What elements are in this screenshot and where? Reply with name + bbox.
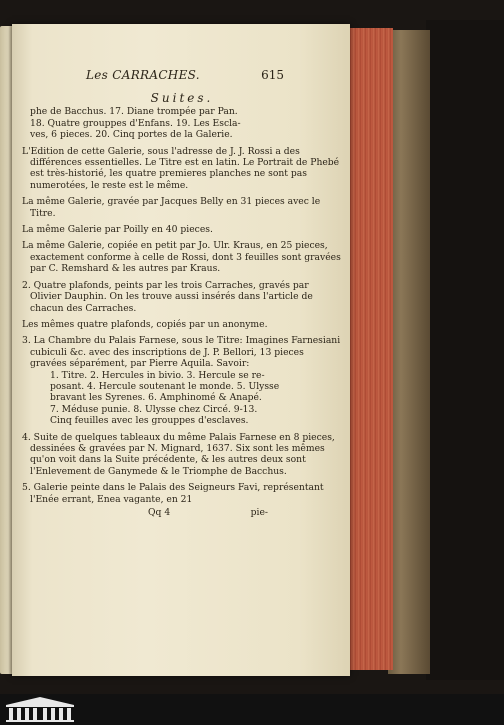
savoir-line: posant. 4. Hercule soutenant le monde. 5. Ulysse xyxy=(50,380,280,392)
page-text xyxy=(22,70,342,521)
catalog-entry: 4. Suite de quelques tableaux du même Palais Farnese en 8 pieces, dessinées & gravées par N. Mignard, 1637. Six sont les mêmes qu'on voit dans la Suite précédente, & les autres deux sont l'Enlevement de Ganymede & le Triomphe de Bacchus. xyxy=(22,431,335,477)
page-footer xyxy=(22,507,342,521)
catalog-entry: 5. Galerie peinte dans le Palais des Seigneurs Favi, représentant l'Enée errant, Enea vagante, en 21 xyxy=(22,482,324,505)
catalog-entry: La même Galerie, copiée en petit par Jo. Ulr. Kraus, en 25 pieces, exactement conforme à celle de Rossi, dont 3 feuilles sont gravées par C. Remshard & les autres par Kraus. xyxy=(22,240,341,275)
section-heading: Suites. xyxy=(150,91,214,105)
savoir-line: 1. Titre. 2. Hercules in bivio. 3. Hercule se re- xyxy=(50,369,265,381)
savoir-line: bravant les Syrenes. 6. Amphinomé & Anapé. xyxy=(50,392,262,404)
running-title: Les CARRACHES. xyxy=(86,68,200,82)
page-header xyxy=(22,70,342,86)
signature-mark: Qq 4 xyxy=(148,507,171,518)
catalog-entry: 3. La Chambre du Palais Farnese, sous le Titre: Imagines Farnesiani cubiculi &c. avec des inscriptions de J. P. Bellori, 13 pieces gravées séparément, par Pierre Aquila. Savoir: xyxy=(22,335,341,370)
library-building-icon xyxy=(4,696,76,723)
book-cover-edge xyxy=(388,30,430,674)
text-line: 18. Quatre grouppes d'Enfans. 19. Les Escla- xyxy=(30,117,241,129)
catchword: pie- xyxy=(250,507,268,518)
book-board xyxy=(426,20,504,680)
catalog-entry: Les mêmes quatre plafonds, copiés par un anonyme. xyxy=(22,318,268,330)
page-number: 615 xyxy=(261,68,284,82)
savoir-line: Cinq feuilles avec les grouppes d'esclaves. xyxy=(50,415,249,427)
viewer-bottom-bar xyxy=(0,694,504,725)
catalog-entry: La même Galerie, gravée par Jacques Belly en 31 pieces avec le Titre. xyxy=(22,196,321,219)
catalog-entry: 2. Quatre plafonds, peints par les trois Carraches, gravés par Olivier Dauphin. On les trouve aussi insérés dans l'article de chacun des Carraches. xyxy=(22,279,313,314)
text-line: phe de Bacchus. 17. Diane trompée par Pan. xyxy=(30,106,238,118)
catalog-entry: L'Edition de cette Galerie, sous l'adresse de J. J. Rossi a des différences essentielles. Le Titre est en latin. Le Portrait de Phebé est très-historié, les quatre premieres planches ne sont pas numerotées, le reste est le même. xyxy=(22,145,340,191)
catalog-entry: La même Galerie par Poilly en 40 pieces. xyxy=(22,224,213,236)
savoir-line: 7. Méduse punie. 8. Ulysse chez Circé. 9-13. xyxy=(50,403,258,415)
red-page-edge xyxy=(346,28,393,670)
text-line: ves, 6 pieces. 20. Cinq portes de la Galerie. xyxy=(30,129,233,141)
